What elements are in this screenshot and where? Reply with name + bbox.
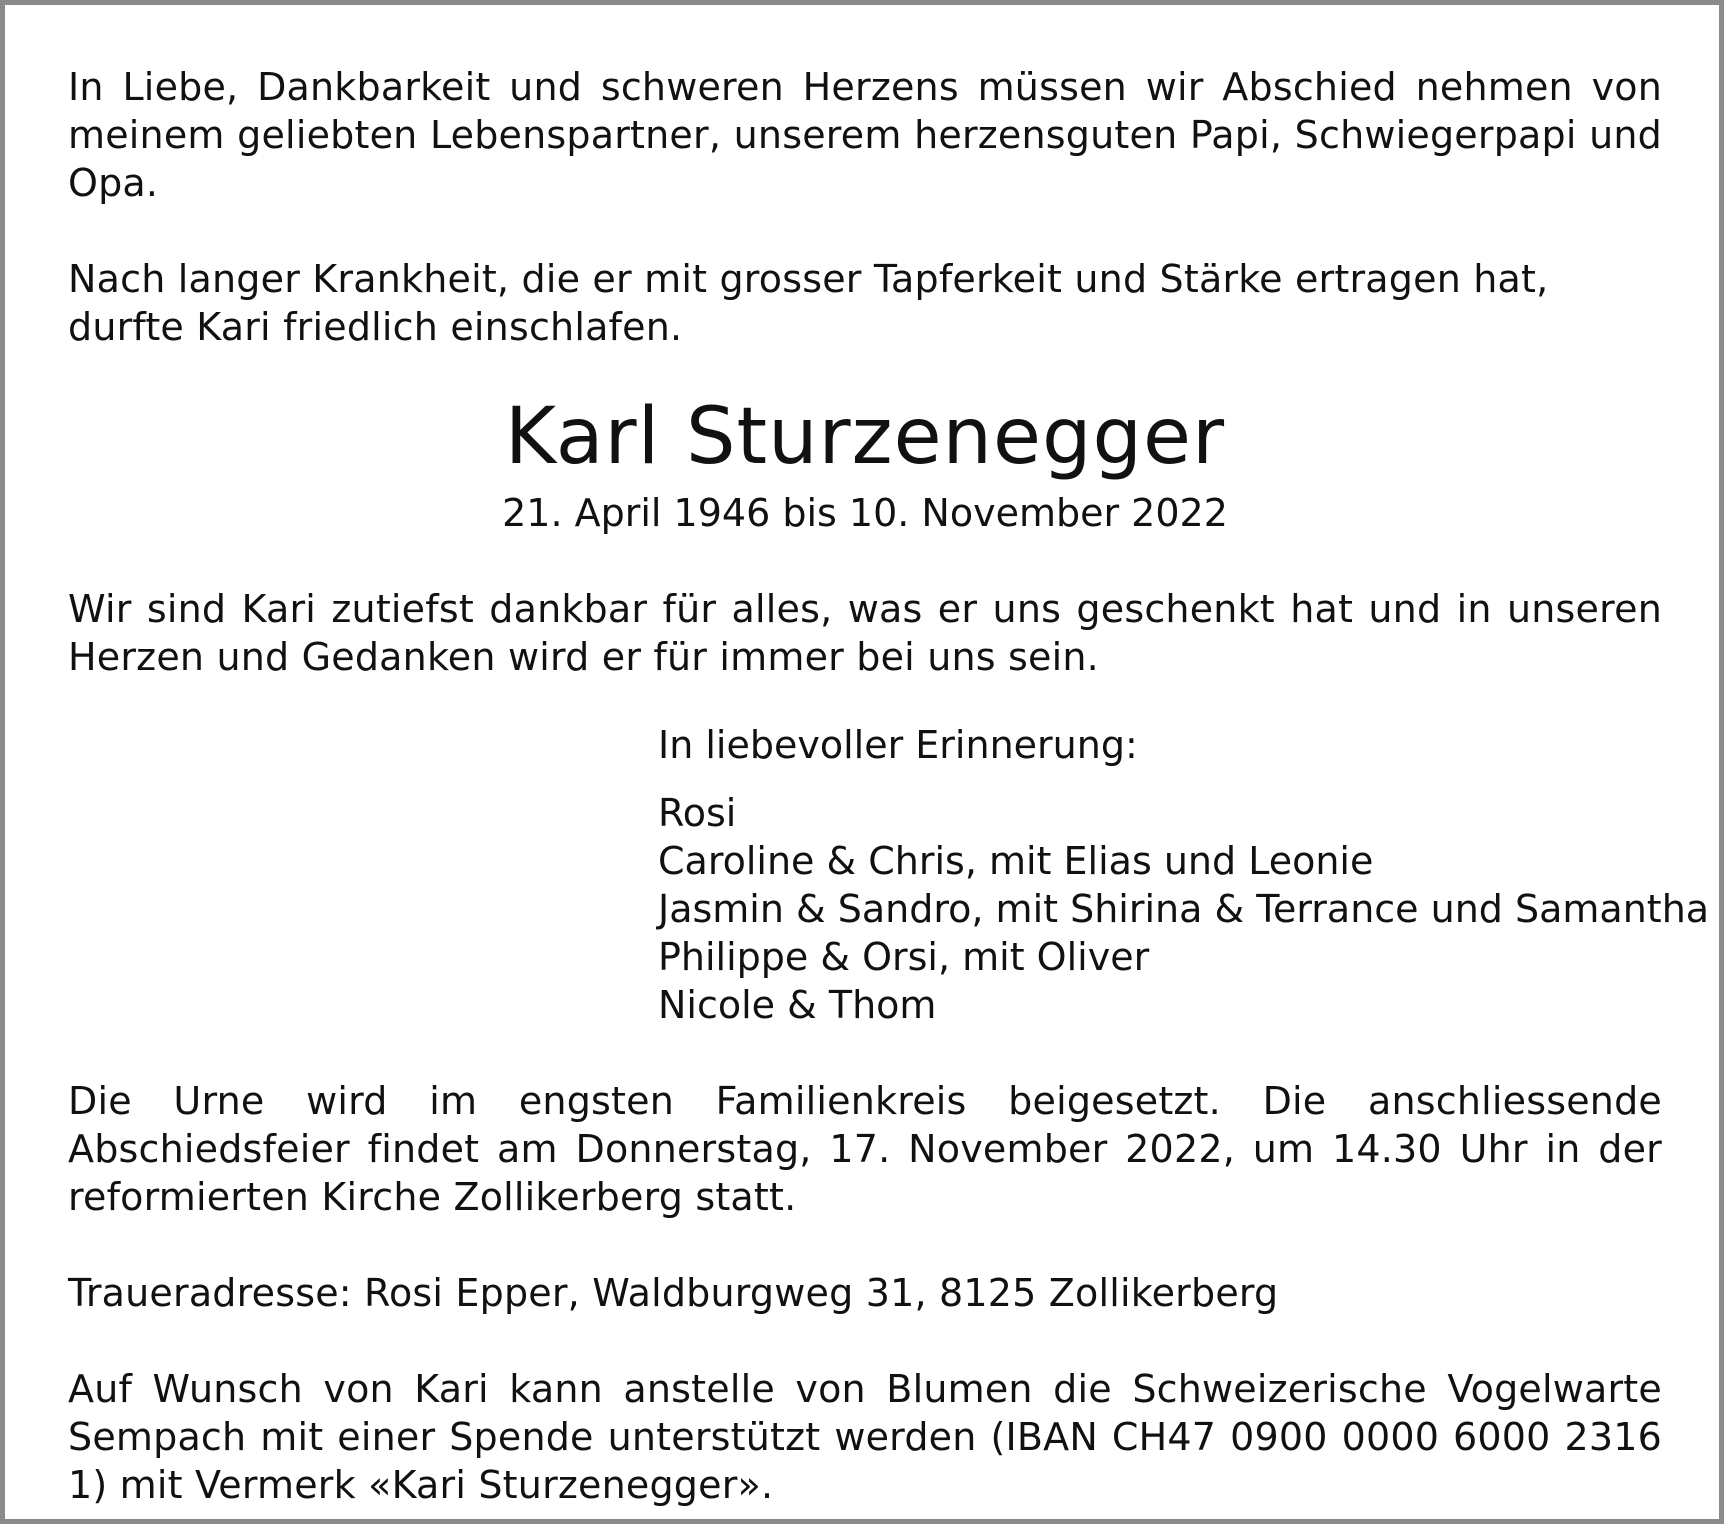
family-member-line: Philippe & Orsi, mit Oliver [658, 935, 1150, 979]
family-member-line: Rosi [658, 791, 737, 835]
family-member-line: Caroline & Chris, mit Elias und Leonie [658, 839, 1374, 883]
life-dates: 21. April 1946 bis 10. November 2022 [502, 491, 1228, 535]
family-signoff [658, 721, 1710, 1029]
notice-content [68, 63, 1710, 1509]
burial-paragraph: Die Urne wird im engsten Familienkreis beigesetzt. Die anschliessende Abschiedsfeier findet am Donnerstag, 17. November 2022, um 14.30 Uhr in der reformierten Kirche Zollikerberg statt. [68, 1079, 1662, 1219]
deceased-name: Karl Sturzenegger [504, 392, 1226, 482]
condolence-address: Traueradresse: Rosi Epper, Waldburgweg 31, 8125 Zollikerberg [68, 1271, 1279, 1315]
family-member-line: Nicole & Thom [658, 983, 937, 1027]
signoff-intro: In liebevoller Erinnerung: [658, 723, 1138, 767]
intro-paragraph: In Liebe, Dankbarkeit und schweren Herzens müssen wir Abschied nehmen von meinem geliebten Lebenspartner, unserem herzensguten Papi, Schwiegerpapi und Opa. [68, 65, 1662, 205]
donation-paragraph: Auf Wunsch von Kari kann anstelle von Blumen die Schweizerische Vogelwarte Sempach mit einer Spende unterstützt werden (IBAN CH47 0900 0000 6000 2316 1) mit Vermerk «Kari Sturzenegger». [68, 1367, 1662, 1507]
illness-paragraph: Nach langer Krankheit, die er mit grosser Tapferkeit und Stärke ertragen hat, durfte Kari friedlich einschlafen. [68, 257, 1549, 349]
family-member-line: Jasmin & Sandro, mit Shirina & Terrance und Samantha [658, 887, 1710, 931]
gratitude-paragraph: Wir sind Kari zutiefst dankbar für alles, was er uns geschenkt hat und in unseren Herzen und Gedanken wird er für immer bei uns sein. [68, 587, 1662, 679]
